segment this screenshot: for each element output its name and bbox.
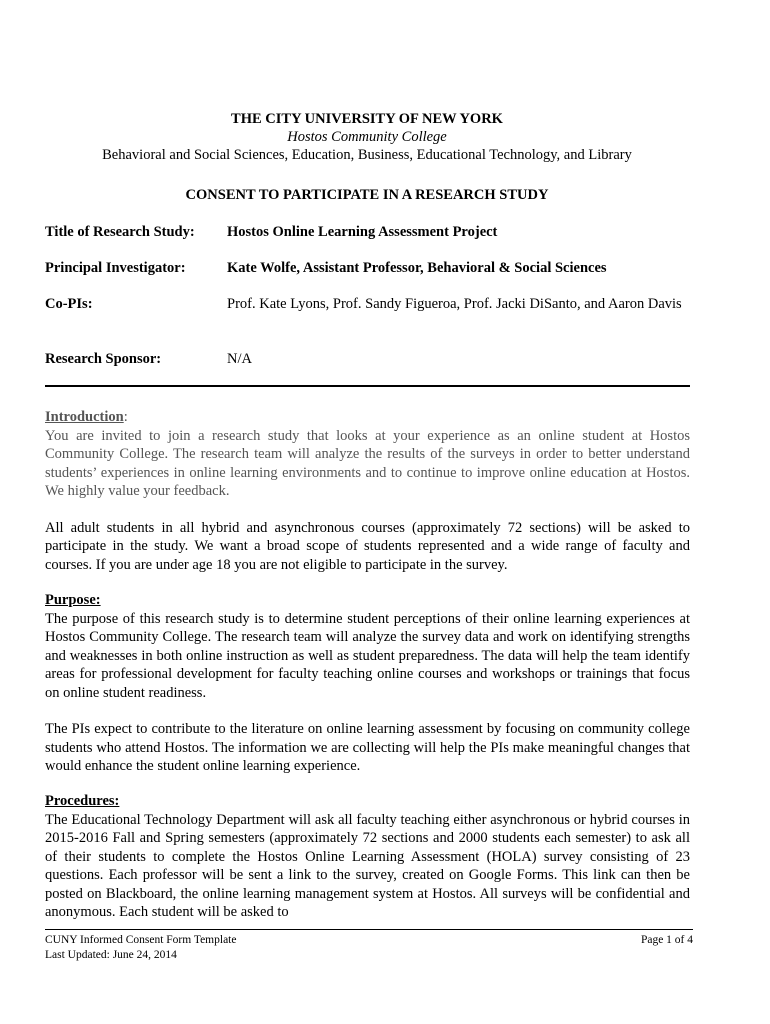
copi-label: Co-PIs: xyxy=(45,296,93,312)
introduction-colon: : xyxy=(123,409,128,425)
header-divider xyxy=(45,385,690,387)
form-title: CONSENT TO PARTICIPATE IN A RESEARCH STUDY xyxy=(185,187,549,203)
footer-divider xyxy=(45,929,693,930)
procedures-heading: Procedures: xyxy=(45,793,120,809)
purpose-paragraph-1: The purpose of this research study is to determine student perceptions of their online learning experiences at Hostos Community College. The research team will analyze the survey data and work on identifying strengths and weaknesses in both online instruction as well as student preparedness. The data will help the team identify areas for professional development for faculty teaching online courses and workshops or trainings that focus on online student readiness. xyxy=(45,610,690,701)
procedures-paragraph-1: The Educational Technology Department will ask all faculty teaching either asynchronous or hybrid courses in 2015-2016 Fall and Spring semesters (approximately 72 sections and 2000 students each semester) to ask all of their students to complete the Hostos Online Learning Assessment (HOLA) survey consisting of 23 questions. Each professor will be sent a link to the survey, created on Google Forms. This link can then be posted on Blackboard, the online learning management system at Hostos. All surveys will be confidential and anonymous. Each student will be asked to xyxy=(45,811,690,920)
footer-left xyxy=(45,933,236,963)
introduction-paragraph-1: You are invited to join a research study that looks at your experience as an online student at Hostos Community College. The research team will analyze the results of the surveys in order to better understand students’ experiences in online learning environments and to continue to improve online education at Hostos. We highly value your feedback. xyxy=(45,427,690,499)
copi-value: Prof. Kate Lyons, Prof. Sandy Figueroa, Prof. Jacki DiSanto, and Aaron Davis xyxy=(227,296,682,312)
footer-last-updated: Last Updated: June 24, 2014 xyxy=(45,949,177,961)
footer-template-name: CUNY Informed Consent Form Template xyxy=(45,934,237,946)
procedures-section xyxy=(45,792,690,922)
introduction-heading: Introduction xyxy=(45,409,124,425)
footer-page-number: Page 1 of 4 xyxy=(640,934,693,946)
pi-label: Principal Investigator: xyxy=(45,260,186,276)
introduction-section xyxy=(45,408,690,574)
introduction-paragraph-2: All adult students in all hybrid and asynchronous courses (approximately 72 sections) will be asked to participate in the study. We want a broad scope of students represented and a wide range of faculty and courses. If you are under age 18 you are not eligible to participate in the survey. xyxy=(45,519,690,573)
sponsor-label: Research Sponsor: xyxy=(45,351,162,367)
study-title-value: Hostos Online Learning Assessment Project xyxy=(227,224,498,240)
college-name: Hostos Community College xyxy=(287,129,447,145)
university-name: THE CITY UNIVERSITY OF NEW YORK xyxy=(231,111,503,127)
sponsor-value: N/A xyxy=(227,351,252,367)
purpose-section xyxy=(45,591,690,776)
departments-line: Behavioral and Social Sciences, Education, Business, Educational Technology, and Library xyxy=(102,147,632,163)
purpose-heading: Purpose: xyxy=(45,592,101,608)
purpose-paragraph-2: The PIs expect to contribute to the literature on online learning assessment by focusing on community college students who attend Hostos. The information we are collecting will help the PIs make meaningful changes that would enhance the student online learning experience. xyxy=(45,721,690,774)
pi-value: Kate Wolfe, Assistant Professor, Behavioral & Social Sciences xyxy=(227,260,607,276)
study-title-label: Title of Research Study: xyxy=(45,224,195,240)
